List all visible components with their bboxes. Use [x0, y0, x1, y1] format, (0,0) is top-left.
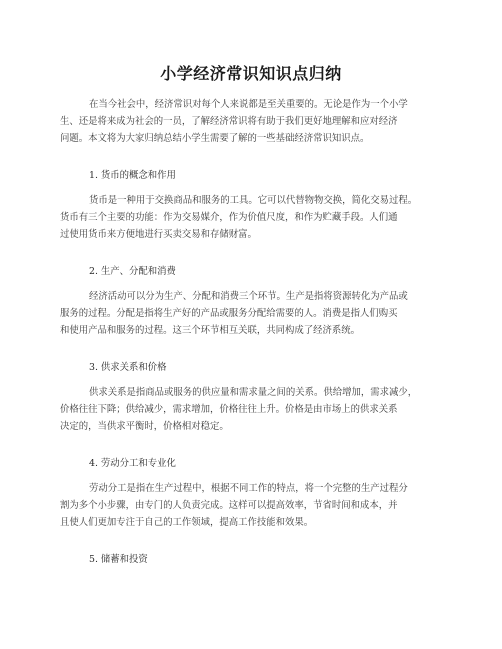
section-4-line-3: 且使人们更加专注于自己的工作领域，提高工作技能和效果。 — [60, 517, 314, 528]
section-5-heading: 5. 储蓄和投资 — [89, 554, 148, 565]
section-1-line-2: 货币有三个主要的功能：作为交易媒介，作为价值尺度，和作为贮藏手段。人们通 — [60, 212, 398, 223]
section-2-line-3: 和使用产品和服务的过程。这三个环节相互关联，共同构成了经济系统。 — [60, 325, 361, 336]
section-2-line-2: 服务的过程。分配是指将生产好的产品或服务分配给需要的人。消费是指人们购买 — [60, 308, 398, 319]
intro-line-1: 在当今社会中，经济常识对每个人来说都是至关重要的。无论是作为一个小学 — [89, 99, 408, 110]
section-4-line-1: 劳动分工是指在生产过程中，根据不同工作的特点，将一个完整的生产过程分 — [89, 483, 408, 494]
section-2-heading: 2. 生产、分配和消费 — [89, 266, 176, 277]
section-2-line-1: 经济活动可以分为生产、分配和消费三个环节。生产是指将资源转化为产品或 — [89, 291, 408, 302]
intro-line-3: 问题。本文将为大家归纳总结小学生需要了解的一些基础经济常识知识点。 — [60, 133, 370, 144]
section-1-line-3: 过使用货币来方便地进行买卖交易和存储财富。 — [60, 229, 257, 240]
section-3-heading: 3. 供求关系和价格 — [89, 362, 167, 373]
intro-line-2: 生、还是将来成为社会的一员，了解经济常识将有助于我们更好地理解和应对经济 — [60, 116, 398, 127]
section-3-line-2: 价格往往下降；供给减少，需求增加，价格往往上升。价格是由市场上的供求关系 — [60, 404, 398, 415]
section-4-heading: 4. 劳动分工和专业化 — [89, 458, 176, 469]
section-3-line-3: 决定的，当供求平衡时，价格相对稳定。 — [60, 421, 229, 432]
page-title: 小学经济常识知识点归纳 — [160, 64, 342, 83]
section-1-line-1: 货币是一种用于交换商品和服务的工具。它可以代替物物交换，简化交易过程。 — [89, 195, 418, 206]
section-3-line-1: 供求关系是指商品或服务的供应量和需求量之间的关系。供给增加，需求减少， — [89, 387, 418, 398]
section-4-line-2: 割为多个小步骤，由专门的人负责完成。这样可以提高效率，节省时间和成本，并 — [60, 500, 398, 511]
section-1-heading: 1. 货币的概念和作用 — [89, 170, 176, 181]
